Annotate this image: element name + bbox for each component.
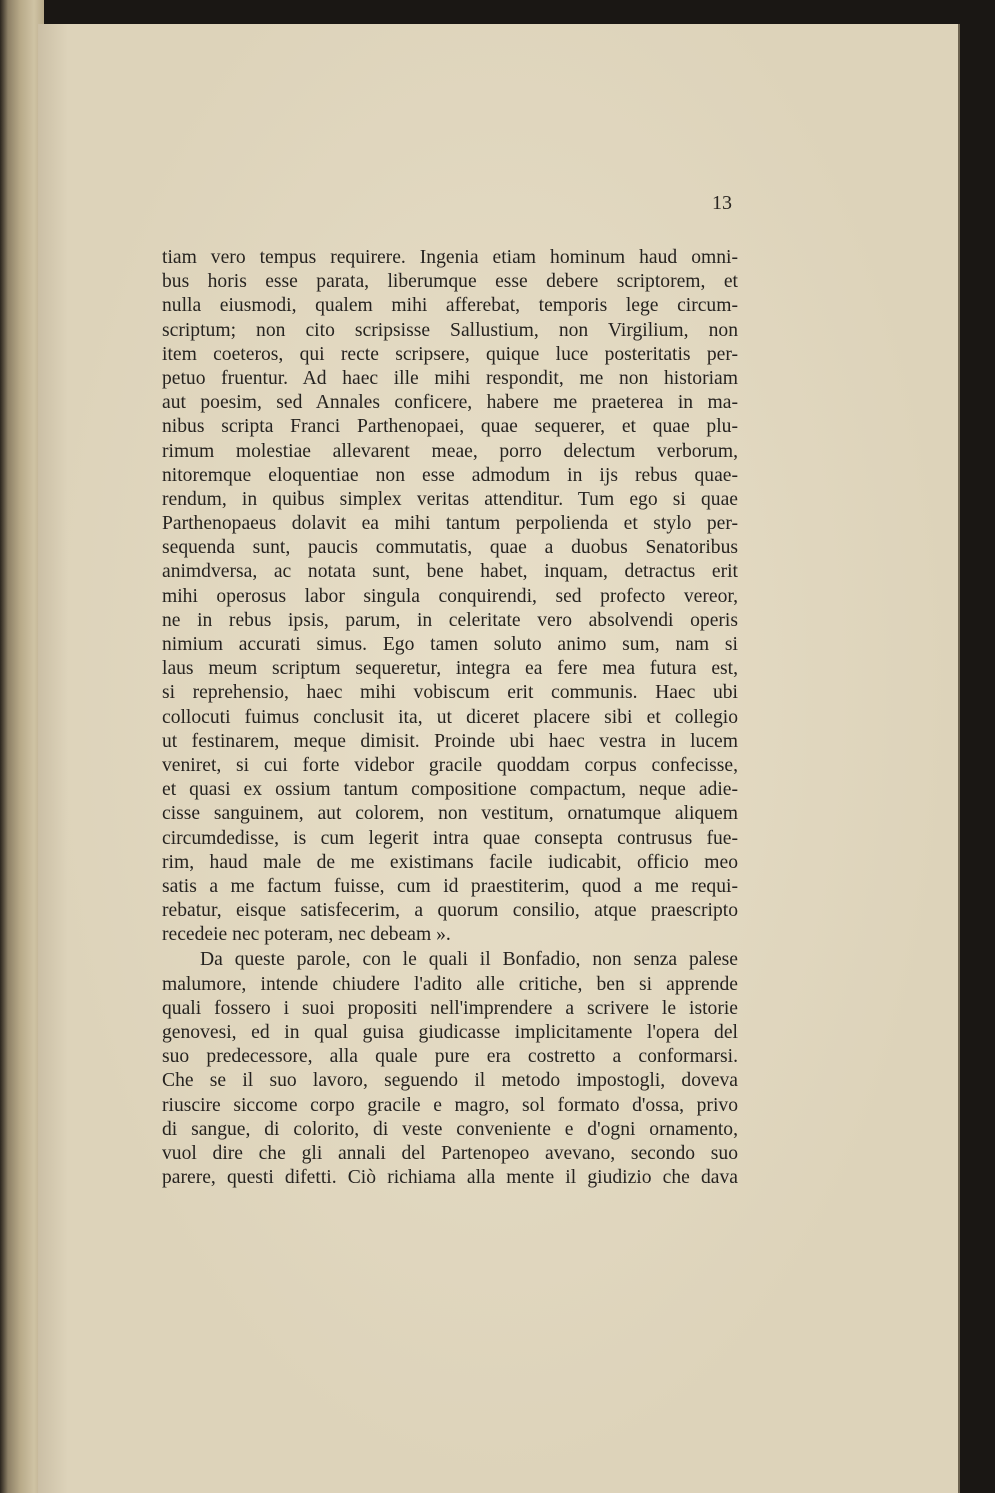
text-line: scriptum; non cito scripsisse Sallustium, non Virgilium, non xyxy=(162,319,738,341)
text-line: circumdedisse, is cum legerit intra quae consepta contrusus fue- xyxy=(162,827,738,849)
text-line: riuscire siccome corpo gracile e magro, sol formato d'ossa, privo xyxy=(162,1094,738,1116)
text-line: rim, haud male de me existimans facile iudicabit, officio meo xyxy=(162,851,738,873)
text-line: recedeie nec poteram, nec debeam ». xyxy=(162,924,451,946)
text-line: rebatur, eisque satisfecerim, a quorum consilio, atque praescripto xyxy=(162,900,738,922)
text-line: satis a me factum fuisse, cum id praestiterim, quod a me requi- xyxy=(162,875,738,897)
text-line: parere, questi difetti. Ciò richiama alla mente il giudizio che dava xyxy=(162,1167,738,1189)
text-line: collocuti fuimus conclusit ita, ut diceret placere sibi et collegio xyxy=(162,706,738,728)
text-line: Da queste parole, con le quali il Bonfadio, non senza palese xyxy=(200,949,738,971)
text-line: veniret, si cui forte videbor gracile quoddam corpus confecisse, xyxy=(162,754,738,776)
text-line: tiam vero tempus requirere. Ingenia etiam hominum haud omni- xyxy=(162,247,738,268)
text-line: di sangue, di colorito, di veste conveniente e d'ogni ornamento, xyxy=(162,1118,738,1140)
text-line: rendum, in quibus simplex veritas attenditur. Tum ego si quae xyxy=(162,488,738,510)
text-line: quali fossero i suoi propositi nell'imprendere a scrivere le istorie xyxy=(162,997,738,1019)
text-line: bus horis esse parata, liberumque esse debere scriptorem, et xyxy=(162,271,738,293)
text-line: cisse sanguinem, aut colorem, non vestitum, ornatumque aliquem xyxy=(162,803,738,825)
text-line: malumore, intende chiudere l'adito alle critiche, ben si apprende xyxy=(162,973,738,995)
text-line: nitoremque eloquentiae non esse admodum in ijs rebus quae- xyxy=(162,464,738,486)
paragraph-italian xyxy=(162,948,738,1190)
text-line: si reprehensio, haec mihi vobiscum erit communis. Haec ubi xyxy=(162,682,738,704)
body-text xyxy=(162,246,738,1190)
text-line: nimium accurati simus. Ego tamen soluto animo sum, nam si xyxy=(162,634,738,655)
text-line: et quasi ex ossium tantum compositione compactum, neque adie- xyxy=(162,779,738,801)
text-line: vuol dire che gli annali del Partenopeo avevano, secondo suo xyxy=(162,1142,738,1164)
text-line: animdversa, ac notata sunt, bene habet, inquam, detractus erit xyxy=(162,561,738,583)
text-line: item coeteros, qui recte scripsere, quique luce posteritatis per- xyxy=(162,343,738,365)
text-line: ut festinarem, meque dimisit. Proinde ubi haec vestra in lucem xyxy=(162,730,738,752)
text-line: laus meum scriptum sequeretur, integra ea fere mea futura est, xyxy=(162,658,738,680)
text-line: genovesi, ed in qual guisa giudicasse implicitamente l'opera del xyxy=(162,1022,738,1043)
paragraph-latin-quote xyxy=(162,246,738,947)
text-line: suo predecessore, alla quale pure era costretto a conformarsi. xyxy=(162,1046,738,1068)
text-line: aut poesim, sed Annales conficere, habere me praeterea in ma- xyxy=(162,392,738,414)
page-number: 13 xyxy=(712,192,732,214)
text-line: ne in rebus ipsis, parum, in celeritate vero absolvendi operis xyxy=(162,609,738,631)
text-line: mihi operosus labor singula conquirendi, sed profecto vereor, xyxy=(162,585,738,607)
text-line: sequenda sunt, paucis commutatis, quae a duobus Senatoribus xyxy=(162,537,738,559)
text-line: rimum molestiae allevarent meae, porro delectum verborum, xyxy=(162,440,738,462)
text-line: Parthenopaeus dolavit ea mihi tantum perpolienda et stylo per- xyxy=(162,513,738,535)
text-line: nulla eiusmodi, qualem mihi afferebat, temporis lege circum- xyxy=(162,295,738,317)
text-line: Che se il suo lavoro, seguendo il metodo impostogli, doveva xyxy=(162,1070,738,1092)
text-line: petuo fruentur. Ad haec ille mihi respondit, me non historiam xyxy=(162,367,738,389)
text-line: nibus scripta Franci Parthenopaei, quae sequerer, et quae plu- xyxy=(162,416,738,438)
